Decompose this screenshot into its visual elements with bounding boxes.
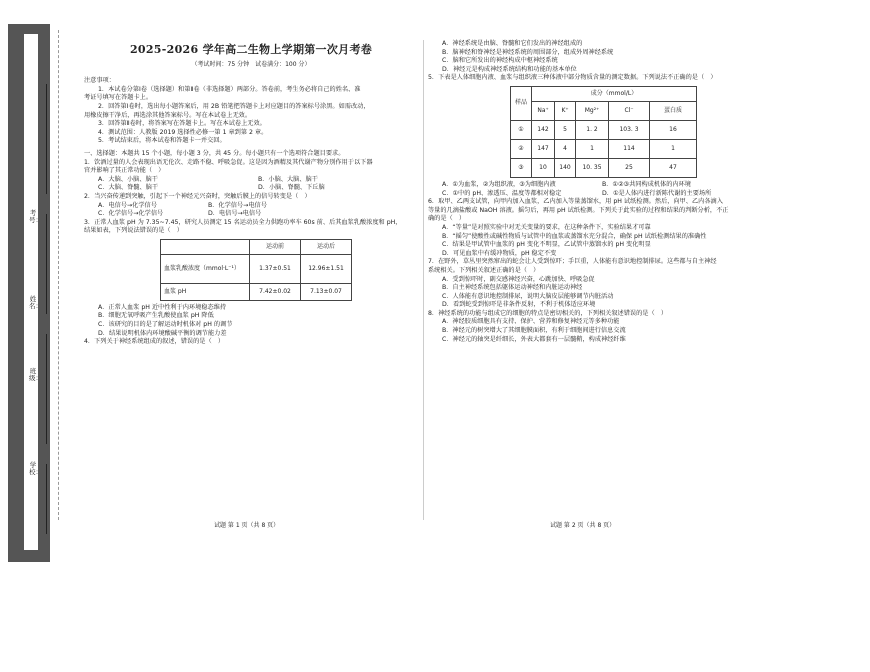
q5-option-b: B．①②③共同构成机体的内环境 — [602, 180, 691, 188]
q8-option-b: B．神经元的树突增大了其细胞膜面积，有利于细胞间进行信息交流 — [442, 327, 626, 335]
q3-cell: 7.13±0.07 — [301, 283, 352, 300]
q5-cell: 1. 2 — [576, 120, 609, 139]
notice-line: 1．本试卷分第Ⅰ卷（选择题）和第Ⅱ卷（非选择题）两部分。答卷前，考生务必将自己的姓名、准 — [98, 85, 361, 93]
q7-option-a: A．受到惊吓时，副交感神经兴奋，心跳加快、呼吸急促 — [442, 275, 595, 283]
name-line — [46, 214, 47, 314]
question-1-cont: 官并影响了其正常功能（ ） — [84, 167, 165, 175]
q5-options-row — [428, 190, 758, 199]
q5-header-cell: K⁺ — [555, 101, 576, 120]
q5-cell: 103. 3 — [609, 120, 650, 139]
q3-header-cell: 运动前 — [250, 239, 301, 254]
question-7-cont: 系统相关。下列相关叙述正确的是（ ） — [428, 266, 540, 274]
question-6-cont: 等量的几滴盐酸或 NaOH 溶液。摇匀后，再用 pH 试纸检测。下列关于此实验的过程和结果的判断分析，不正 — [428, 206, 729, 214]
q2-option-a: A．电信号→化学信号 — [98, 201, 157, 209]
q2-options-row — [84, 210, 418, 219]
q5-option-d: D．①是人体内进行新陈代谢的主要场所 — [602, 189, 712, 197]
q5-cell: 10. 35 — [576, 158, 609, 177]
q5-cell: ② — [511, 139, 532, 158]
q5-option-a: A．①为血浆，②为组织液，③为细胞内液 — [442, 180, 556, 188]
q5-cell: 47 — [650, 158, 697, 177]
q3-table — [160, 239, 352, 301]
q4-option-b: B．脑神经和脊神经是神经系统的周围部分，组成外周神经系统 — [442, 48, 614, 56]
q5-cell: 25 — [609, 158, 650, 177]
question-3-cont: 结果如表，下列说法错误的是（ ） — [84, 227, 183, 235]
q5-table-wrap — [510, 86, 758, 178]
q2-option-c: C．化学信号→化学信号 — [98, 210, 164, 218]
q5-cell: 140 — [555, 158, 576, 177]
q2-option-d: D．电信号→电信号 — [208, 210, 262, 218]
notice-line: 2．回答第Ⅰ卷时，选出每小题答案后，用 2B 铅笔把答题卡上对应题目的答案标号涂黑。如需改动， — [98, 102, 370, 110]
notice-line: 5．考试结束后，将本试卷和答题卡一并交回。 — [98, 137, 226, 145]
q1-option-b: B．小脑、大脑、脑干 — [258, 175, 318, 183]
q5-cell: 4 — [555, 139, 576, 158]
q5-options-row — [428, 181, 758, 190]
question-8: 8．神经系统的功能与组成它的细胞的特点是密切相关的，下列相关叙述错误的是（ ） — [428, 309, 668, 317]
page-2-footer: 试题 第 2 页（共 8 页） — [550, 522, 616, 529]
q5-cell: 1 — [576, 139, 609, 158]
q5-header-cell: Cl⁻ — [609, 101, 650, 120]
q3-row-label: 血浆 pH — [161, 283, 250, 300]
q3-row-label: 血浆乳酸浓度（mmol·L⁻¹） — [161, 254, 250, 283]
q4-option-c: C．脑和它所发出的神经构成中枢神经系统 — [442, 57, 558, 65]
page-1-footer: 试题 第 1 页（共 8 页） — [214, 522, 280, 529]
q3-option-a: A．正常人血浆 pH 近中性利于内环境稳态维持 — [98, 303, 227, 311]
q5-header-cell: Na⁺ — [532, 101, 555, 120]
notice-line: 3．回答第Ⅱ卷时，将答案写在答题卡上。写在本试卷上无效。 — [98, 120, 266, 128]
exam-number-label: 考号： — [29, 209, 42, 224]
q5-cell: 5 — [555, 120, 576, 139]
q8-option-a: A．神经胶质细胞具有支持、保护、营养和修复神经元等多种功能 — [442, 318, 620, 326]
q1-option-c: C．大脑、脊髓、脑干 — [98, 184, 159, 192]
q5-header-cell: Mg²⁺ — [576, 101, 609, 120]
q5-cell: 10 — [532, 158, 555, 177]
q2-options-row — [84, 202, 418, 211]
q6-option-b: B．“摇匀”使酸性或碱性物质与试管中的血浆或蒸馏水充分混合，确保 pH 试纸检测结果的准确性 — [442, 232, 707, 240]
seal-dashed-line — [58, 30, 60, 520]
question-1: 1．饮酒过量的人会表现出语无伦次、走路不稳、呼吸急促。这是因为酒精及其代谢产物分别作用于以下器 — [84, 158, 373, 166]
q3-cell: 7.42±0.02 — [250, 283, 301, 300]
q6-option-a: A．“等量”是对照实验中对无关变量的要求，在这种条件下，实验结果才可靠 — [442, 223, 651, 231]
q5-cell: 1 — [650, 139, 697, 158]
school-line — [46, 464, 47, 534]
q5-cell: ① — [511, 120, 532, 139]
binding-strip — [8, 24, 50, 562]
q3-option-d: D．结果说明机体内环境酸碱平衡的调节能力差 — [98, 329, 227, 337]
q7-option-d: D．看到蛇受到惊吓是非条件反射，不利于机体适应环境 — [442, 301, 596, 309]
question-2: 2．当兴奋传递到突触，引起下一个神经元兴奋时，突触后膜上的信号转变是（ ） — [84, 192, 311, 200]
q5-cell: 142 — [532, 120, 555, 139]
class-line — [46, 334, 47, 444]
q3-cell: 1.37±0.51 — [250, 254, 301, 283]
notice-heading: 注意事项： — [84, 77, 115, 85]
page-2-column — [428, 40, 758, 344]
page-1-column — [84, 38, 418, 347]
class-label: 班级： — [29, 367, 42, 382]
q7-option-b: B．自主神经系统包括躯体运动神经和内脏运动神经 — [442, 284, 583, 292]
exam-meta: （考试时间：75 分钟 试卷满分：100 分） — [191, 60, 311, 68]
q5-cell: ③ — [511, 158, 532, 177]
column-divider — [423, 40, 424, 520]
q3-header-cell — [161, 239, 250, 254]
exam-number-line — [46, 84, 47, 194]
school-label: 学校： — [29, 461, 42, 476]
q8-option-c: C．神经元的轴突是纤细长，外表大都套有一层髓鞘，构成神经纤维 — [442, 335, 626, 343]
exam-title: 2025-2026 学年高二生物上学期第一次月考卷 — [129, 43, 373, 56]
q5-header-cell: 蛋白质 — [650, 101, 697, 120]
q3-header-cell: 运动后 — [301, 239, 352, 254]
question-3: 3．正常人血浆 pH 为 7.35~7.45，研究人员测定 15 名运动员全力供跑功率车 60s 前、后其血浆乳酸浓度和 pH， — [84, 218, 402, 226]
q4-option-d: D．神经元是构成神经系统结构和功能的基本单位 — [442, 65, 577, 73]
q3-option-b: B．细胞无氧呼吸产生乳酸使血浆 pH 降低 — [98, 312, 214, 320]
question-5: 5．下表是人体细胞内液、血浆与组织液三种体液中部分物质含量的测定数据。下列说法不正确的是（ ） — [428, 74, 717, 82]
question-6-cont: 确的是（ ） — [428, 215, 466, 223]
q5-corner-cell: 样品 — [511, 86, 532, 120]
q3-cell: 12.96±1.51 — [301, 254, 352, 283]
q1-option-a: A．大脑、小脑、脑干 — [98, 175, 158, 183]
q2-option-b: B．化学信号→电信号 — [208, 201, 267, 209]
notice-line: 4．测试范围：人教版 2019 选择性必修一第 1 章到第 2 章。 — [98, 128, 268, 136]
q5-cell: 147 — [532, 139, 555, 158]
name-label: 姓名： — [29, 295, 42, 310]
q4-option-a: A．神经系统是由脑、脊髓和它们发出的神经组成的 — [442, 40, 583, 47]
q5-option-c: C．①中的 pH、渗透压、温度等都相对稳定 — [442, 189, 562, 197]
question-6: 6．取甲、乙两支试管，向甲内加入血浆，乙内加入等量蒸馏水，用 pH 试纸检测。然后，向甲、乙内各滴入 — [428, 198, 723, 206]
notice-line: 考证号填写在答题卡上。 — [84, 94, 153, 102]
q3-option-c: C．该研究的目的是了解运动时机体对 pH 的调节 — [98, 321, 233, 329]
q5-group-header: 成分（mmol/L） — [532, 86, 697, 101]
q1-options-row — [84, 184, 418, 193]
question-7: 7．在野外，草丛里突然窜出的蛇会让人受到惊吓；手巨重，人体能有意识地控制排尿。这些都与自主神经 — [428, 258, 717, 266]
q1-option-d: D．小脑、脊髓、下丘脑 — [258, 184, 325, 192]
question-4: 4．下列关于神经系统组成的叙述，错误的是（ ） — [84, 338, 225, 346]
q5-table — [510, 86, 697, 178]
q6-option-c: C．结果是甲试管中血浆的 pH 变化不明显，乙试管中蒸馏水的 pH 变化明显 — [442, 241, 651, 249]
section-heading: 一、选择题：本题共 15 个小题，每小题 3 分，共 45 分。每小题只有一个选项符合题目要求。 — [84, 149, 345, 157]
q5-cell: 114 — [609, 139, 650, 158]
q3-table-wrap — [160, 239, 418, 301]
q7-option-c: C．人体能有意识地控制排尿，说明大脑皮层能够调节内脏活动 — [442, 292, 614, 300]
q5-cell: 16 — [650, 120, 697, 139]
q6-option-d: D．可见血浆中有缓冲物质，pH 稳定不变 — [442, 249, 557, 257]
notice-line: 用橡皮擦干净后，再选涂其他答案标号。写在本试卷上无效。 — [84, 111, 252, 119]
